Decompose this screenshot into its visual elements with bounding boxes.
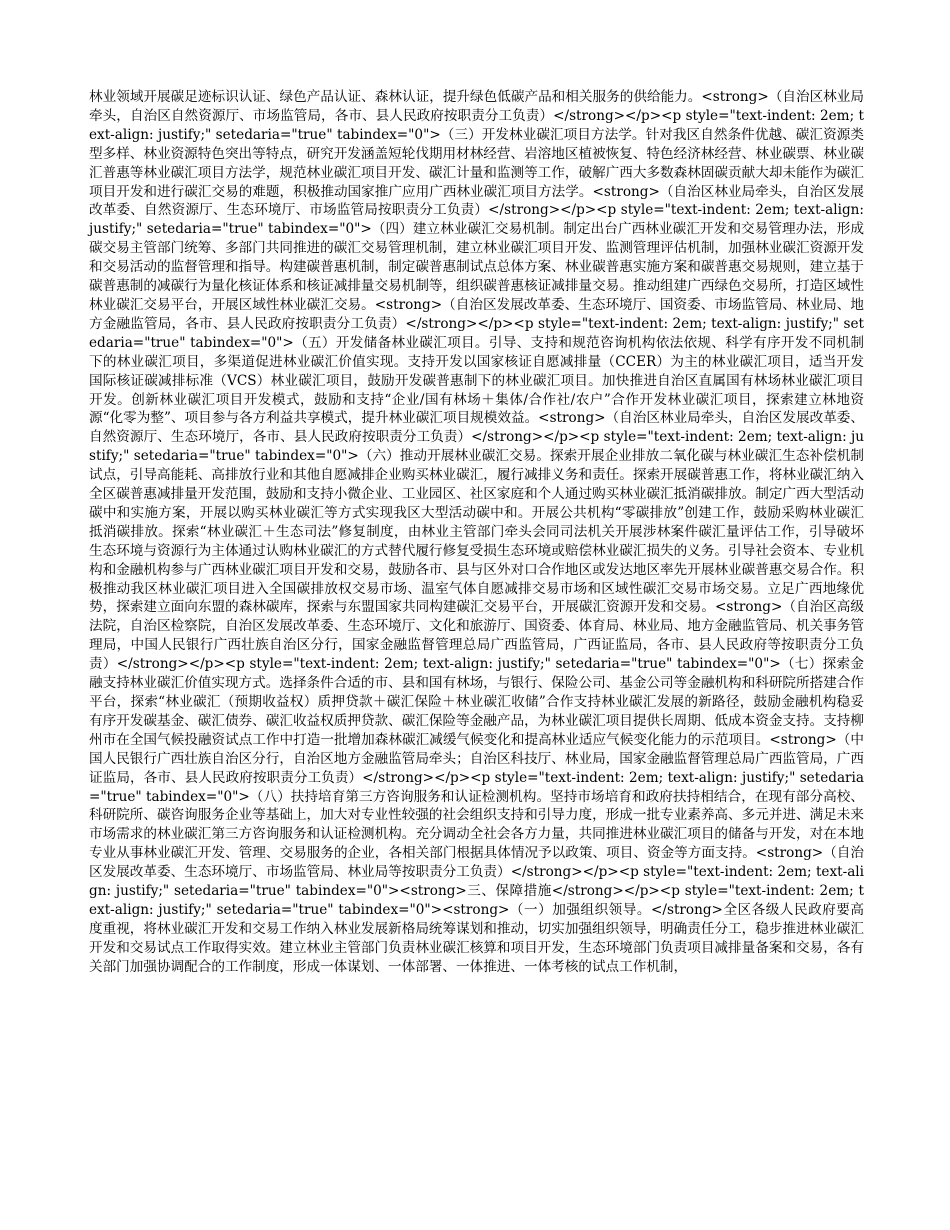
document-body-text: 林业领域开展碳足迹标识认证、绿色产品认证、森林认证，提升绿色低碳产品和相关服务的供给能力。<strong>（自治区林业局牵头，自治区自然资源厅、市场监管局，各市、县人民政府按职责分工负责）</strong></p><p style="text-indent: 2em; text-align: justify;" setedaria="true" tabindex="0">（三）开发林业碳汇项目方法学。针对我区自然条件优越、碳汇资源类型多样、林业资源特色突出等特点，研究开发涵盖短轮伐期用材林经营、岩溶地区植被恢复、特色经济林经营、林业碳票、林业碳汇普惠等林业碳汇项目方法学，规范林业碳汇项目开发、碳汇计量和监测等工作，破解广西大多数森林固碳贡献大却未能作为碳汇项目开发和进行碳汇交易的难题，积极推动国家推广应用广西林业碳汇项目方法学。<strong>（自治区林业局牵头，自治区发展改革委、自然资源厅、生态环境厅、市场监管局按职责分工负责）</strong></p><p style="text-indent: 2em; text-align: justify;" setedaria="true" tabindex="0">（四）建立林业碳汇交易机制。制定出台广西林业碳汇开发和交易管理办法，形成碳交易主管部门统筹、多部门共同推进的碳汇交易管理机制，建立林业碳汇项目开发、监测管理评估机制，加强林业碳汇资源开发和交易活动的监督管理和指导。构建碳普惠机制，制定碳普惠制试点总体方案、林业碳普惠实施方案和碳普惠交易规则，建立基于碳普惠制的减碳行为量化核证体系和核证减排量交易机制等，组织碳普惠核证减排量交易。推动组建广西绿色交易所，打造区域性林业碳汇交易平台，开展区域性林业碳汇交易。<strong>（自治区发展改革委、生态环境厅、国资委、市场监管局、林业局、地方金融监管局，各市、县人民政府按职责分工负责）</strong></p><p style="text-indent: 2em; text-align: justify;" setedaria="true" tabindex="0">（五）开发储备林业碳汇项目。引导、支持和规范咨询机构依法依规、科学有序开发不同机制下的林业碳汇项目，多渠道促进林业碳汇价值实现。支持开发以国家核证自愿减排量（CCER）为主的林业碳汇项目，适当开发国际核证碳减排标准（VCS）林业碳汇项目，鼓励开发碳普惠制下的林业碳汇项目。加快推进自治区直属国有林场林业碳汇项目开发。创新林业碳汇项目开发模式，鼓励和支持“企业/国有林场＋集体/合作社/农户”合作开发林业碳汇项目，探索建立林地资源“化零为整”、项目参与各方利益共享模式，提升林业碳汇项目规模效益。<strong>（自治区林业局牵头，自治区发展改革委、自然资源厅、生态环境厅，各市、县人民政府按职责分工负责）</strong></p><p style="text-indent: 2em; text-align: justify;" setedaria="true" tabindex="0">（六）推动开展林业碳汇交易。探索开展企业排放二氧化碳与林业碳汇生态补偿机制试点，引导高能耗、高排放行业和其他自愿减排企业购买林业碳汇，履行减排义务和责任。探索开展碳普惠工作，将林业碳汇纳入全区碳普惠减排量开发范围，鼓励和支持小微企业、工业园区、社区家庭和个人通过购买林业碳汇抵消碳排放。制定广西大型活动碳中和实施方案，开展以购买林业碳汇等方式实现我区大型活动碳中和。开展公共机构“零碳排放”创建工作，鼓励采购林业碳汇抵消碳排放。探索“林业碳汇＋生态司法”修复制度，由林业主管部门牵头会同司法机关开展涉林案件碳汇量评估工作，引导破坏生态环境与资源行为主体通过认购林业碳汇的方式替代履行修复受损生态环境或赔偿林业碳汇损失的义务。引导社会资本、专业机构和金融机构参与广西林业碳汇项目开发和交易，鼓励各市、县与区外对口合作地区或发达地区率先开展林业碳普惠交易合作。积极推动我区林业碳汇项目进入全国碳排放权交易市场、温室气体自愿减排交易市场和区域性碳汇交易市场交易。立足广西地缘优势，探索建立面向东盟的森林碳库，探索与东盟国家共同构建碳汇交易平台，开展碳汇资源开发和交易。<strong>（自治区高级法院，自治区检察院，自治区发展改革委、生态环境厅、文化和旅游厅、国资委、体育局、林业局、地方金融监管局、机关事务管理局，中国人民银行广西壮族自治区分行，国家金融监督管理总局广西监管局，广西证监局，各市、县人民政府等按职责分工负责）</strong></p><p style="text-indent: 2em; text-align: justify;" setedaria="true" tabindex="0">（七）探索金融支持林业碳汇价值实现方式。选择条件合适的市、县和国有林场，与银行、保险公司、基金公司等金融机构和科研院所搭建合作平台，探索“林业碳汇（预期收益权）质押贷款＋碳汇保险＋林业碳汇收储”合作支持林业碳汇发展的新路径，鼓励金融机构稳妥有序开发碳基金、碳汇债券、碳汇收益权质押贷款、碳汇保险等金融产品，为林业碳汇项目提供长周期、低成本资金支持。支持柳州市在全国气候投融资试点工作中打造一批增加森林碳汇减缓气候变化和提高林业适应气候变化能力的示范项目。<strong>（中国人民银行广西壮族自治区分行，自治区地方金融监管局牵头；自治区科技厅、林业局，国家金融监督管理总局广西监管局，广西证监局，各市、县人民政府按职责分工负责）</strong></p><p style="text-indent: 2em; text-align: justify;" setedaria="true" tabindex="0">（八）扶持培育第三方咨询服务和认证检测机构。坚持市场培育和政府扶持相结合，在现有部分高校、科研院所、碳咨询服务企业等基础上，加大对专业性较强的社会组织支持和引导力度，形成一批专业素养高、多元并进、满足未来市场需求的林业碳汇第三方咨询服务和认证检测机构。充分调动全社会各方力量，共同推进林业碳汇项目的储备与开发，对在本地专业从事林业碳汇开发、管理、交易服务的企业，各相关部门根据具体情况予以政策、项目、资金等方面支持。<strong>（自治区发展改革委、生态环境厅、市场监管局、林业局等按职责分工负责）</strong></p><p style="text-indent: 2em; text-align: justify;" setedaria="true" tabindex="0"><strong>三、保障措施</strong></p><p style="text-indent: 2em; text-align: justify;" setedaria="true" tabindex="0"><strong>（一）加强组织领导。</strong>全区各级人民政府要高度重视，将林业碳汇开发和交易工作纳入林业发展新格局统筹谋划和推动，切实加强组织领导，明确责任分工，稳步推进林业碳汇开发和交易试点工作取得实效。建立林业主管部门负责林业碳汇核算和项目开发，生态环境部门负责项目减排量备案和交易，各有关部门加强协调配合的工作制度，形成一体谋划、一体部署、一体推进、一体考核的试点工作机制， xyxy=(89,89,864,975)
